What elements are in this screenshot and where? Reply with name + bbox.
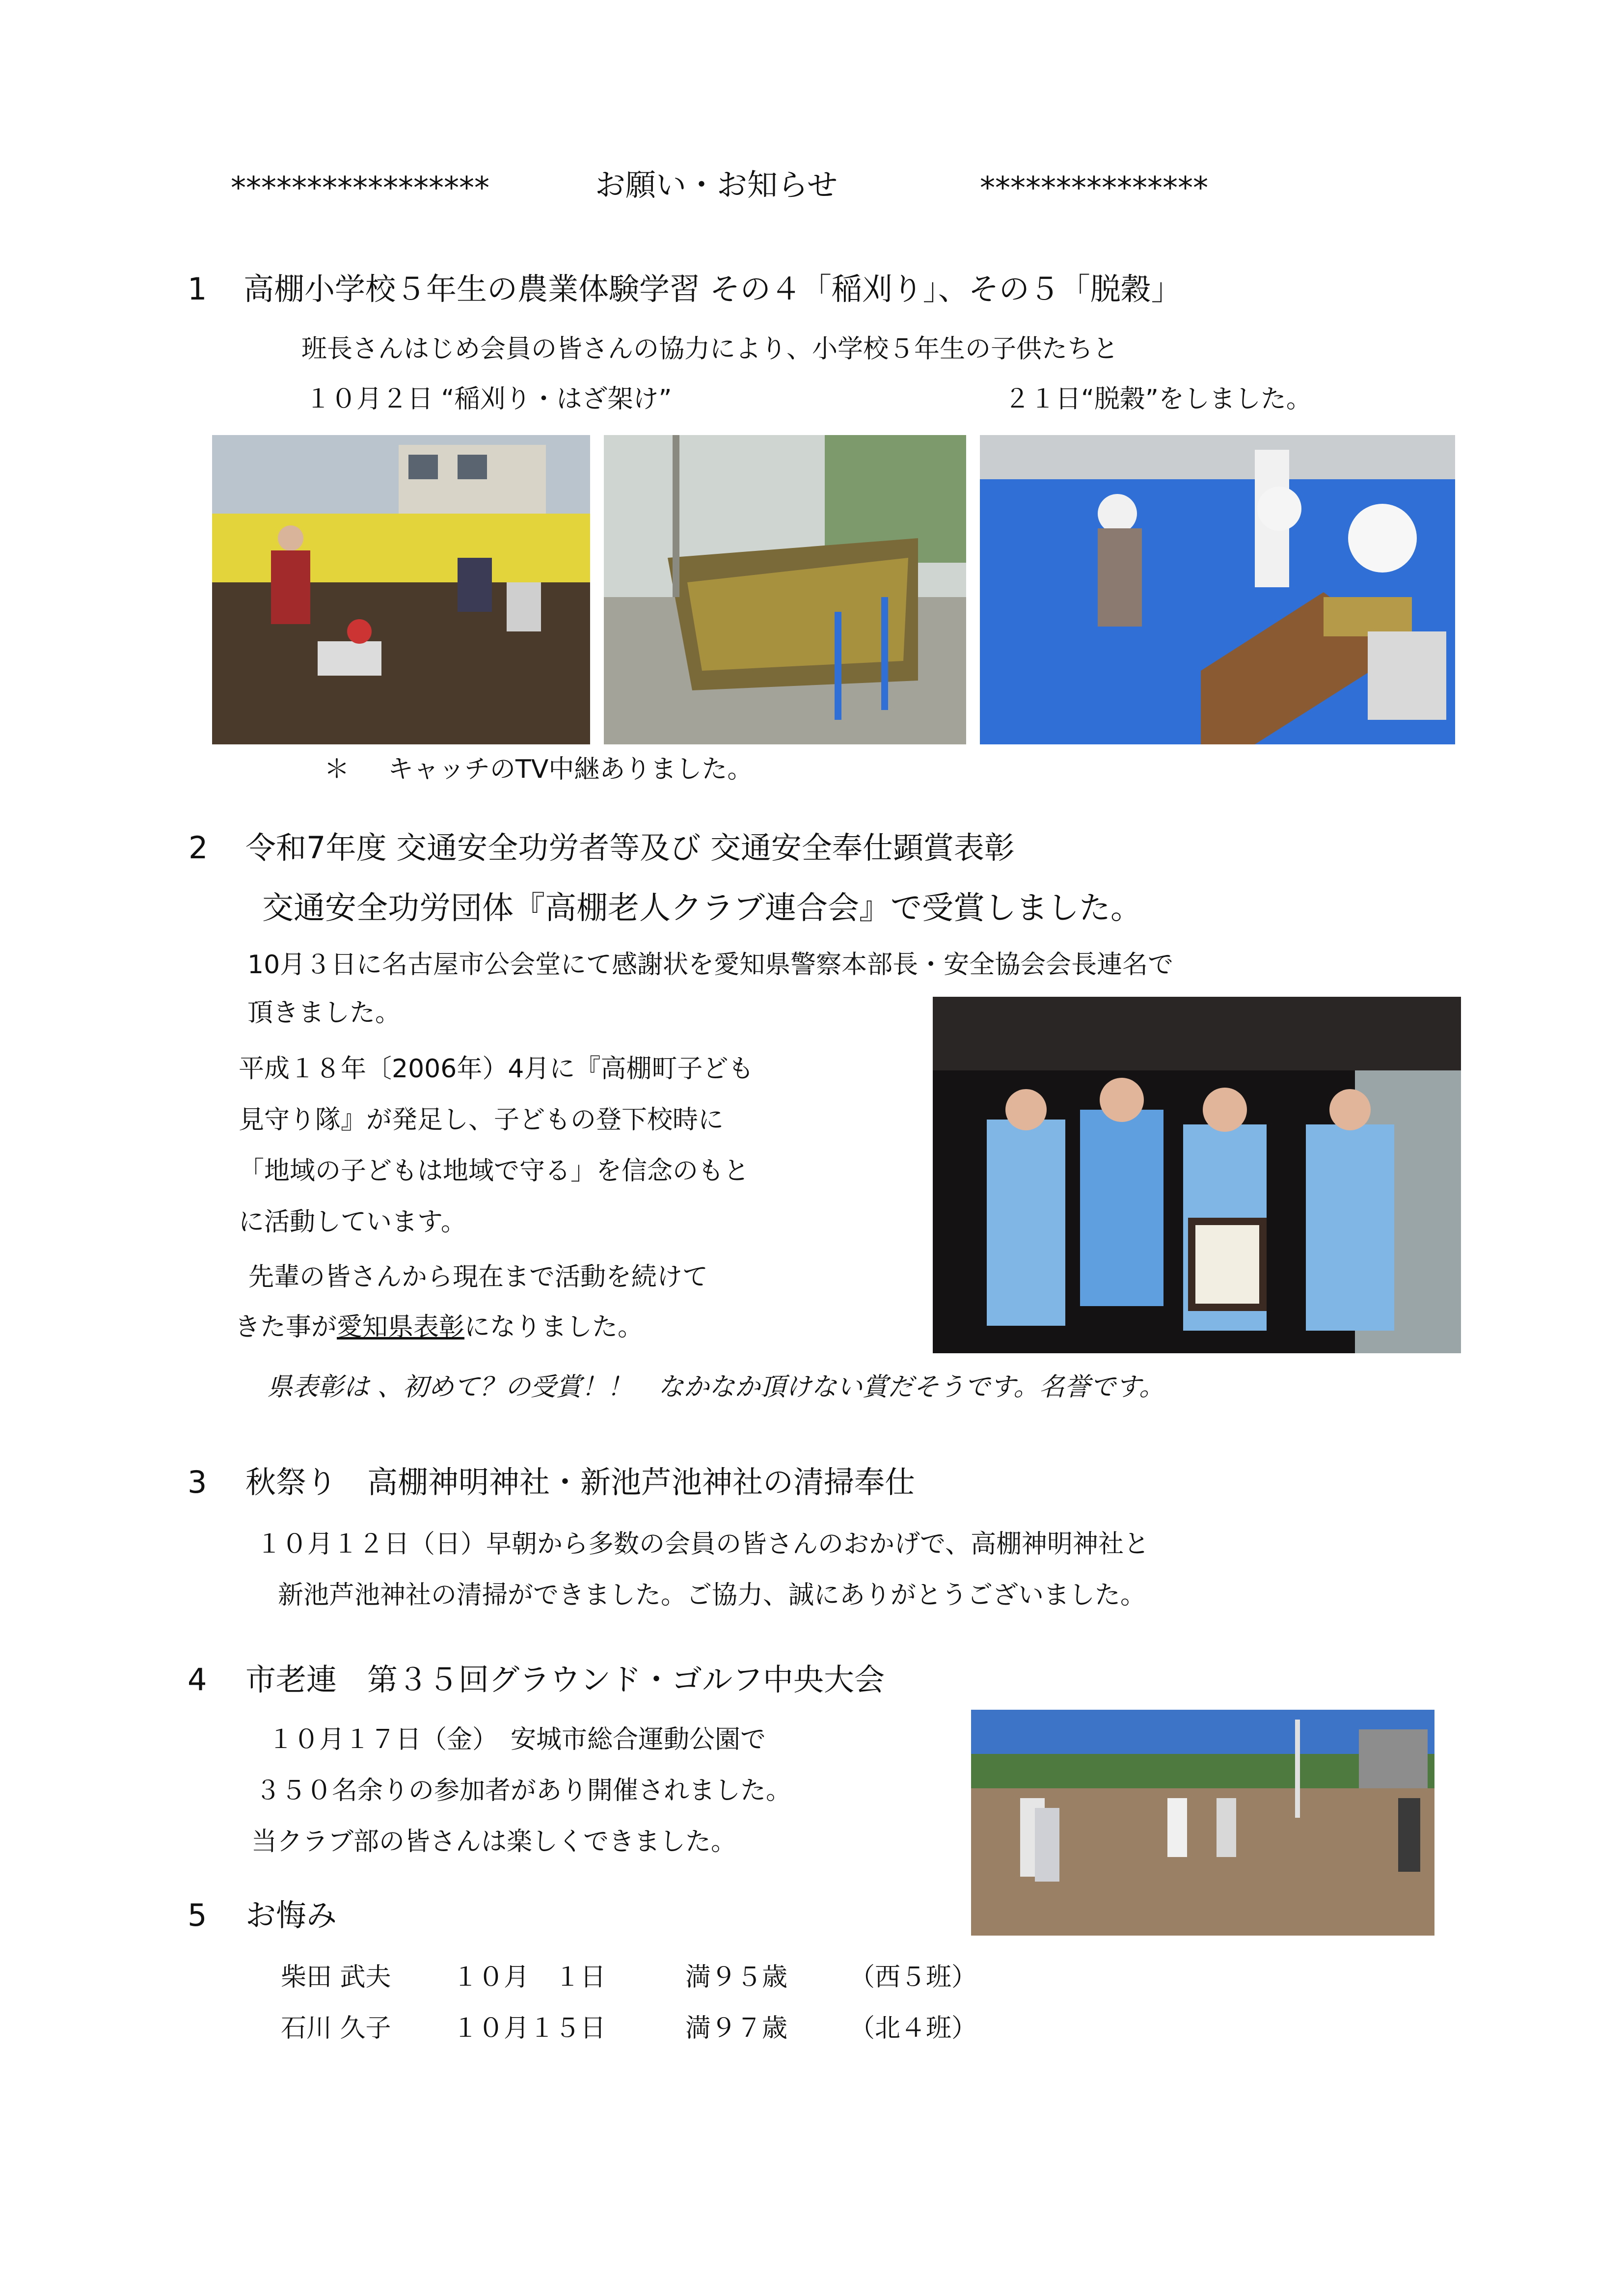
section-2-line-1: 10月３日に名古屋市公会堂にて感謝状を愛知県警察本部長・安全協会会長連名で (247, 950, 1174, 980)
condolence-age: 満９７歳 (685, 2014, 788, 2043)
section-2-paragraph-line: 「地域の子どもは地域で守る」を信念のもと (239, 1156, 750, 1186)
section-4-line-3: 当クラブ部の皆さんは楽しくできました。 (251, 1827, 737, 1857)
condolence-group: （西５班） (849, 1963, 977, 1992)
section-1-date-right: ２１日“脱穀”をしました。 (1004, 384, 1312, 414)
section-4-title: 市老連 第３５回グラウンド・ゴルフ中央大会 (245, 1662, 885, 1697)
section-2-emphasis: 愛知県表彰 (337, 1312, 465, 1342)
condolence-group: （北４班） (849, 2014, 977, 2043)
section-1-note-mark: ＊ (324, 755, 350, 784)
section-2-paragraph-last-line (235, 1312, 643, 1342)
section-1-note: キャッチのTV中継ありました。 (388, 755, 753, 784)
condolence-name: 柴田 武夫 (281, 1963, 391, 1992)
condolence-age: 満９５歳 (685, 1963, 788, 1992)
header-stars-right: *************** (980, 170, 1208, 206)
section-1-line: 班長さんはじめ会員の皆さんの協力により、小学校５年生の子供たちと (301, 334, 1119, 364)
section-2-paragraph-line: 先輩の皆さんから現在まで活動を続けて (248, 1262, 708, 1292)
section-2-paragraph-line: 平成１８年〔2006年）4月に『高棚町子ども (239, 1054, 754, 1084)
photo-hazagake (604, 435, 966, 744)
section-4-number: 4 (188, 1662, 207, 1697)
section-2-text: になりました。 (464, 1312, 644, 1342)
page-title: お願い・お知らせ (595, 167, 838, 203)
condolence-date: １０月１５日 (453, 2014, 606, 2043)
section-3-line-1: １０月１２日（日）早朝から多数の会員の皆さんのおかげで、高棚神明神社と (256, 1530, 1149, 1559)
section-2-italic-note: 県表彰は 、初めて？の受賞！！ なかなか頂けない賞だそうです。名誉です。 (267, 1372, 1165, 1402)
section-2-paragraph-line: に活動しています。 (239, 1207, 466, 1237)
photo-threshing (980, 435, 1455, 744)
section-4-line-1: １０月１７日（金） 安城市総合運動公園で (268, 1725, 766, 1754)
section-3-title: 秋祭り 高棚神明神社・新池芦池神社の清掃奉仕 (245, 1464, 916, 1500)
section-2-paragraph-line: 見守り隊』が発足し、子どもの登下校時に (239, 1105, 724, 1135)
section-5-number: 5 (188, 1897, 207, 1933)
condolence-name: 石川 久子 (281, 2014, 391, 2043)
section-2-line-2: 頂きました。 (247, 998, 401, 1028)
photo-award-group (933, 997, 1461, 1353)
section-2-title: 令和7年度 交通安全功労者等及び 交通安全奉仕顕賞表彰 (245, 830, 1015, 866)
section-5-title: お悔み (245, 1897, 337, 1933)
section-3-number: 3 (188, 1464, 207, 1500)
section-1-date-left: １０月２日 “稲刈り・はざ架け” (305, 384, 672, 414)
photo-ground-golf (971, 1710, 1434, 1936)
condolence-date: １０月 １日 (453, 1963, 606, 1992)
section-4-line-2: ３５０名余りの参加者があり開催されました。 (255, 1776, 792, 1805)
section-2-text: きた事が (235, 1312, 337, 1342)
section-3-line-2: 新池芦池神社の清掃ができました。ご協力、誠にありがとうございました。 (278, 1581, 1146, 1610)
photo-rice-harvest (212, 435, 590, 744)
section-2-number: 2 (189, 830, 208, 866)
section-1-title: 高棚小学校５年生の農業体験学習 その４「稲刈り」、その５「脱穀」 (243, 271, 1182, 307)
header-stars-left: ***************** (231, 170, 489, 206)
section-2-subtitle: 交通安全功労団体『高棚老人クラブ連合会』で受賞しました。 (262, 890, 1142, 927)
section-1-number: 1 (188, 271, 207, 307)
